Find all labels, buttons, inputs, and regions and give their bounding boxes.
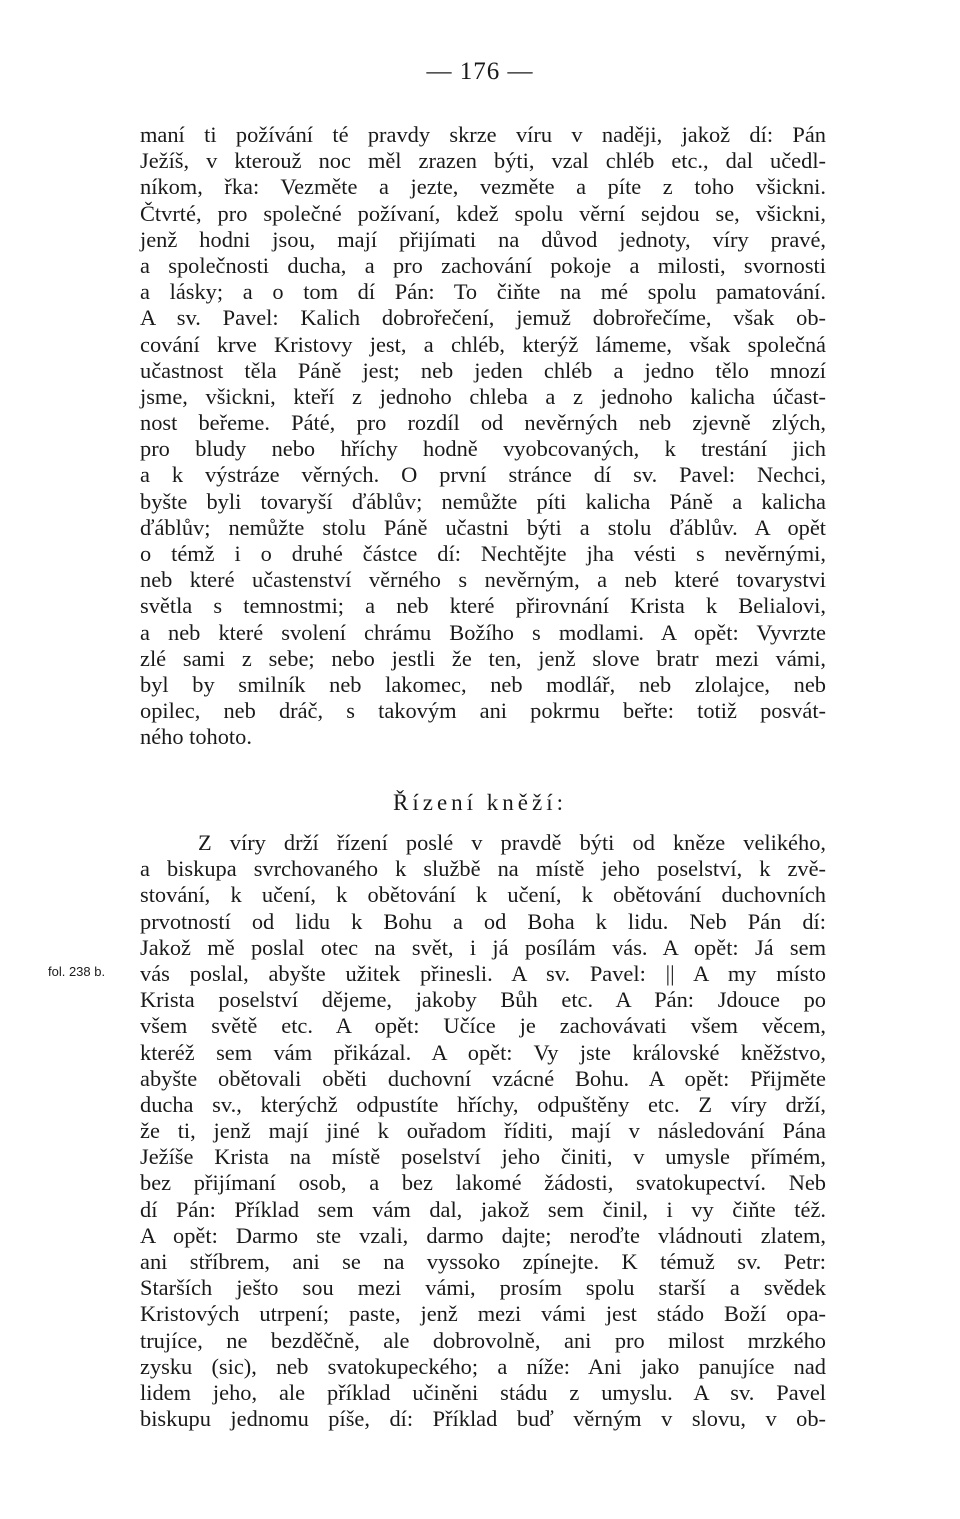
text-line: abyšte obětovali oběti duchovní vzácné Bohu. A opět: Přijměte: [140, 1065, 826, 1091]
text-line: Starších ješto sou mezi vámi, prosím spolu starší a svědek: [140, 1275, 826, 1301]
text-line: pro bludy nebo hříchy hodně vyobcovaných, k trestání jich: [140, 436, 826, 462]
text-line: Kristových utrpení; paste, jenž mezi vámi jest stádo Boží opa-: [140, 1301, 826, 1327]
text-line: ducha sv., kterýchž odpustíte hříchy, odpuštěny etc. Z víry drží,: [140, 1091, 826, 1117]
text-line: bez přijímaní osob, a bez lakomé žádosti, svatokupectví. Neb: [140, 1170, 826, 1196]
text-line: opilec, neb dráč, s takovým ani pokrmu beřte: totiž posvát-: [140, 698, 826, 724]
text-line: a neb které svolení chrámu Božího s modlami. A opět: Vyvrzte: [140, 619, 826, 645]
text-line: ani stříbrem, ani se na vyssoko zpínejte. K témuž sv. Petr:: [140, 1249, 826, 1274]
text-line: nost beřeme. Páté, pro rozdíl od nevěrných neb zjevně zlých,: [140, 410, 826, 436]
text-line: kteréž sem vám přikázal. A opět: Vy jste královské kněžstvo,: [140, 1039, 826, 1065]
text-line: neb které učastenství věrného s nevěrným, a neb které tovarystvi: [140, 567, 826, 593]
text-line: níkom, řka: Vezměte a jezte, vezměte a píte z toho všickni.: [140, 174, 826, 200]
text-line: a lásky; a o tom dí Pán: To čiňte na mé spolu pamatování.: [140, 279, 826, 305]
folio-margin-note: fol. 238 b.: [48, 964, 106, 979]
paragraph-priesthood: [140, 830, 826, 1432]
text-line: a společnosti ducha, a pro zachování pokoje a milosti, svornosti: [140, 252, 826, 278]
text-line: o témž i o druhé částce dí: Nechtějte jha vésti s nevěrnými,: [140, 541, 826, 566]
text-line: biskupu jednomu píše, dí: Příklad buď věrným v slovu, v ob-: [140, 1406, 826, 1432]
text-line: světla s temnostmi; a neb které přirovnání Krista k Belialovi,: [140, 593, 826, 619]
text-line: jenž hodni jsou, mají přijímati na důvod jednoty, víry pravé,: [140, 226, 826, 252]
text-line: maní ti požívání té pravdy skrze víru v naději, jakož dí: Pán: [140, 122, 826, 147]
text-line: Čtvrté, pro společné požívaní, kdež spolu věrní sejdou se, všickni,: [140, 200, 826, 226]
text-line: vás poslal, abyšte užitek přinesli. A sv. Pavel: || A my místo: [140, 960, 826, 986]
text-line: učastnost těla Páně jest; neb jeden chléb a jedno tělo mnozí: [140, 357, 826, 383]
text-line: cování krve Kristovy jest, a chléb, kterýž lámeme, však společná: [140, 331, 826, 357]
text-line: byšte byli tovaryší ďáblův; nemůžte píti kalicha Páně a kalicha: [140, 488, 826, 514]
text-line: A sv. Pavel: Kalich dobrořečení, jemuž dobrořečíme, však ob-: [140, 305, 826, 331]
page-number: — 176 —: [426, 58, 534, 85]
text-line: Ježíš, v kterouž noc měl zrazen býti, vzal chléb etc., dal učedl-: [140, 148, 826, 174]
text-line: zlé sami z sebe; nebo jestli že ten, jenž slove bratr mezi vámi,: [140, 645, 826, 671]
section-heading: Řízení kněží:: [393, 790, 567, 815]
text-line: Z víry drží řízení poslé v pravdě býti od kněze velikého,: [198, 830, 826, 855]
text-line: Krista poselství dějeme, jakoby Bůh etc. A Pán: Jdouce po: [140, 987, 826, 1013]
text-line: lidem jeho, ale příklad učiněni stádu z umyslu. A sv. Pavel: [140, 1379, 826, 1405]
text-line: byl by smilník neb lakomec, neb modlář, neb zlolajce, neb: [140, 671, 826, 697]
text-line: Ježíše Krista na místě poselství jeho činiti, v umysle přímém,: [140, 1144, 826, 1170]
text-line: prvotností od lidu k Bohu a od Boha k lidu. Neb Pán dí:: [140, 908, 826, 934]
text-line: a k výstráze věrných. O první stránce dí sv. Pavel: Nechci,: [140, 462, 826, 488]
text-line: ďáblův; nemůžte stolu Páně učastni býti a stolu ďáblův. A opět: [140, 514, 826, 540]
text-line: všem světě etc. A opět: Učíce je zachovávati všem věcem,: [140, 1013, 826, 1039]
paragraph-eucharist: [140, 122, 826, 751]
text-line: zysku (sic), neb svatokupeckého; a níže: Ani jako panujíce nad: [140, 1353, 826, 1379]
text-line: stování, k učení, k obětování k učení, k obětování duchovních: [140, 882, 826, 908]
text-line: ného tohoto.: [140, 724, 252, 750]
text-line: dí Pán: Příklad sem vám dal, jakož sem činil, i vy čiňte též.: [140, 1196, 826, 1222]
text-line: trujíce, ne bezděčně, ale dobrovolně, ani pro milost mrzkého: [140, 1327, 826, 1353]
text-line: Jakož mě poslal otec na svět, i já posílám vás. A opět: Já sem: [140, 934, 826, 960]
text-line: a biskupa svrchovaného k službě na místě jeho poselství, k zvě-: [140, 856, 826, 882]
text-line: jsme, všickni, kteří z jednoho chleba a z jednoho kalicha účast-: [140, 383, 826, 409]
text-line: A opět: Darmo ste vzali, darmo dajte; neroďte vládnouti zlatem,: [140, 1222, 826, 1248]
text-line: že ti, jenž mají jiné k ouřadom říditi, mají v následování Pána: [140, 1118, 826, 1144]
